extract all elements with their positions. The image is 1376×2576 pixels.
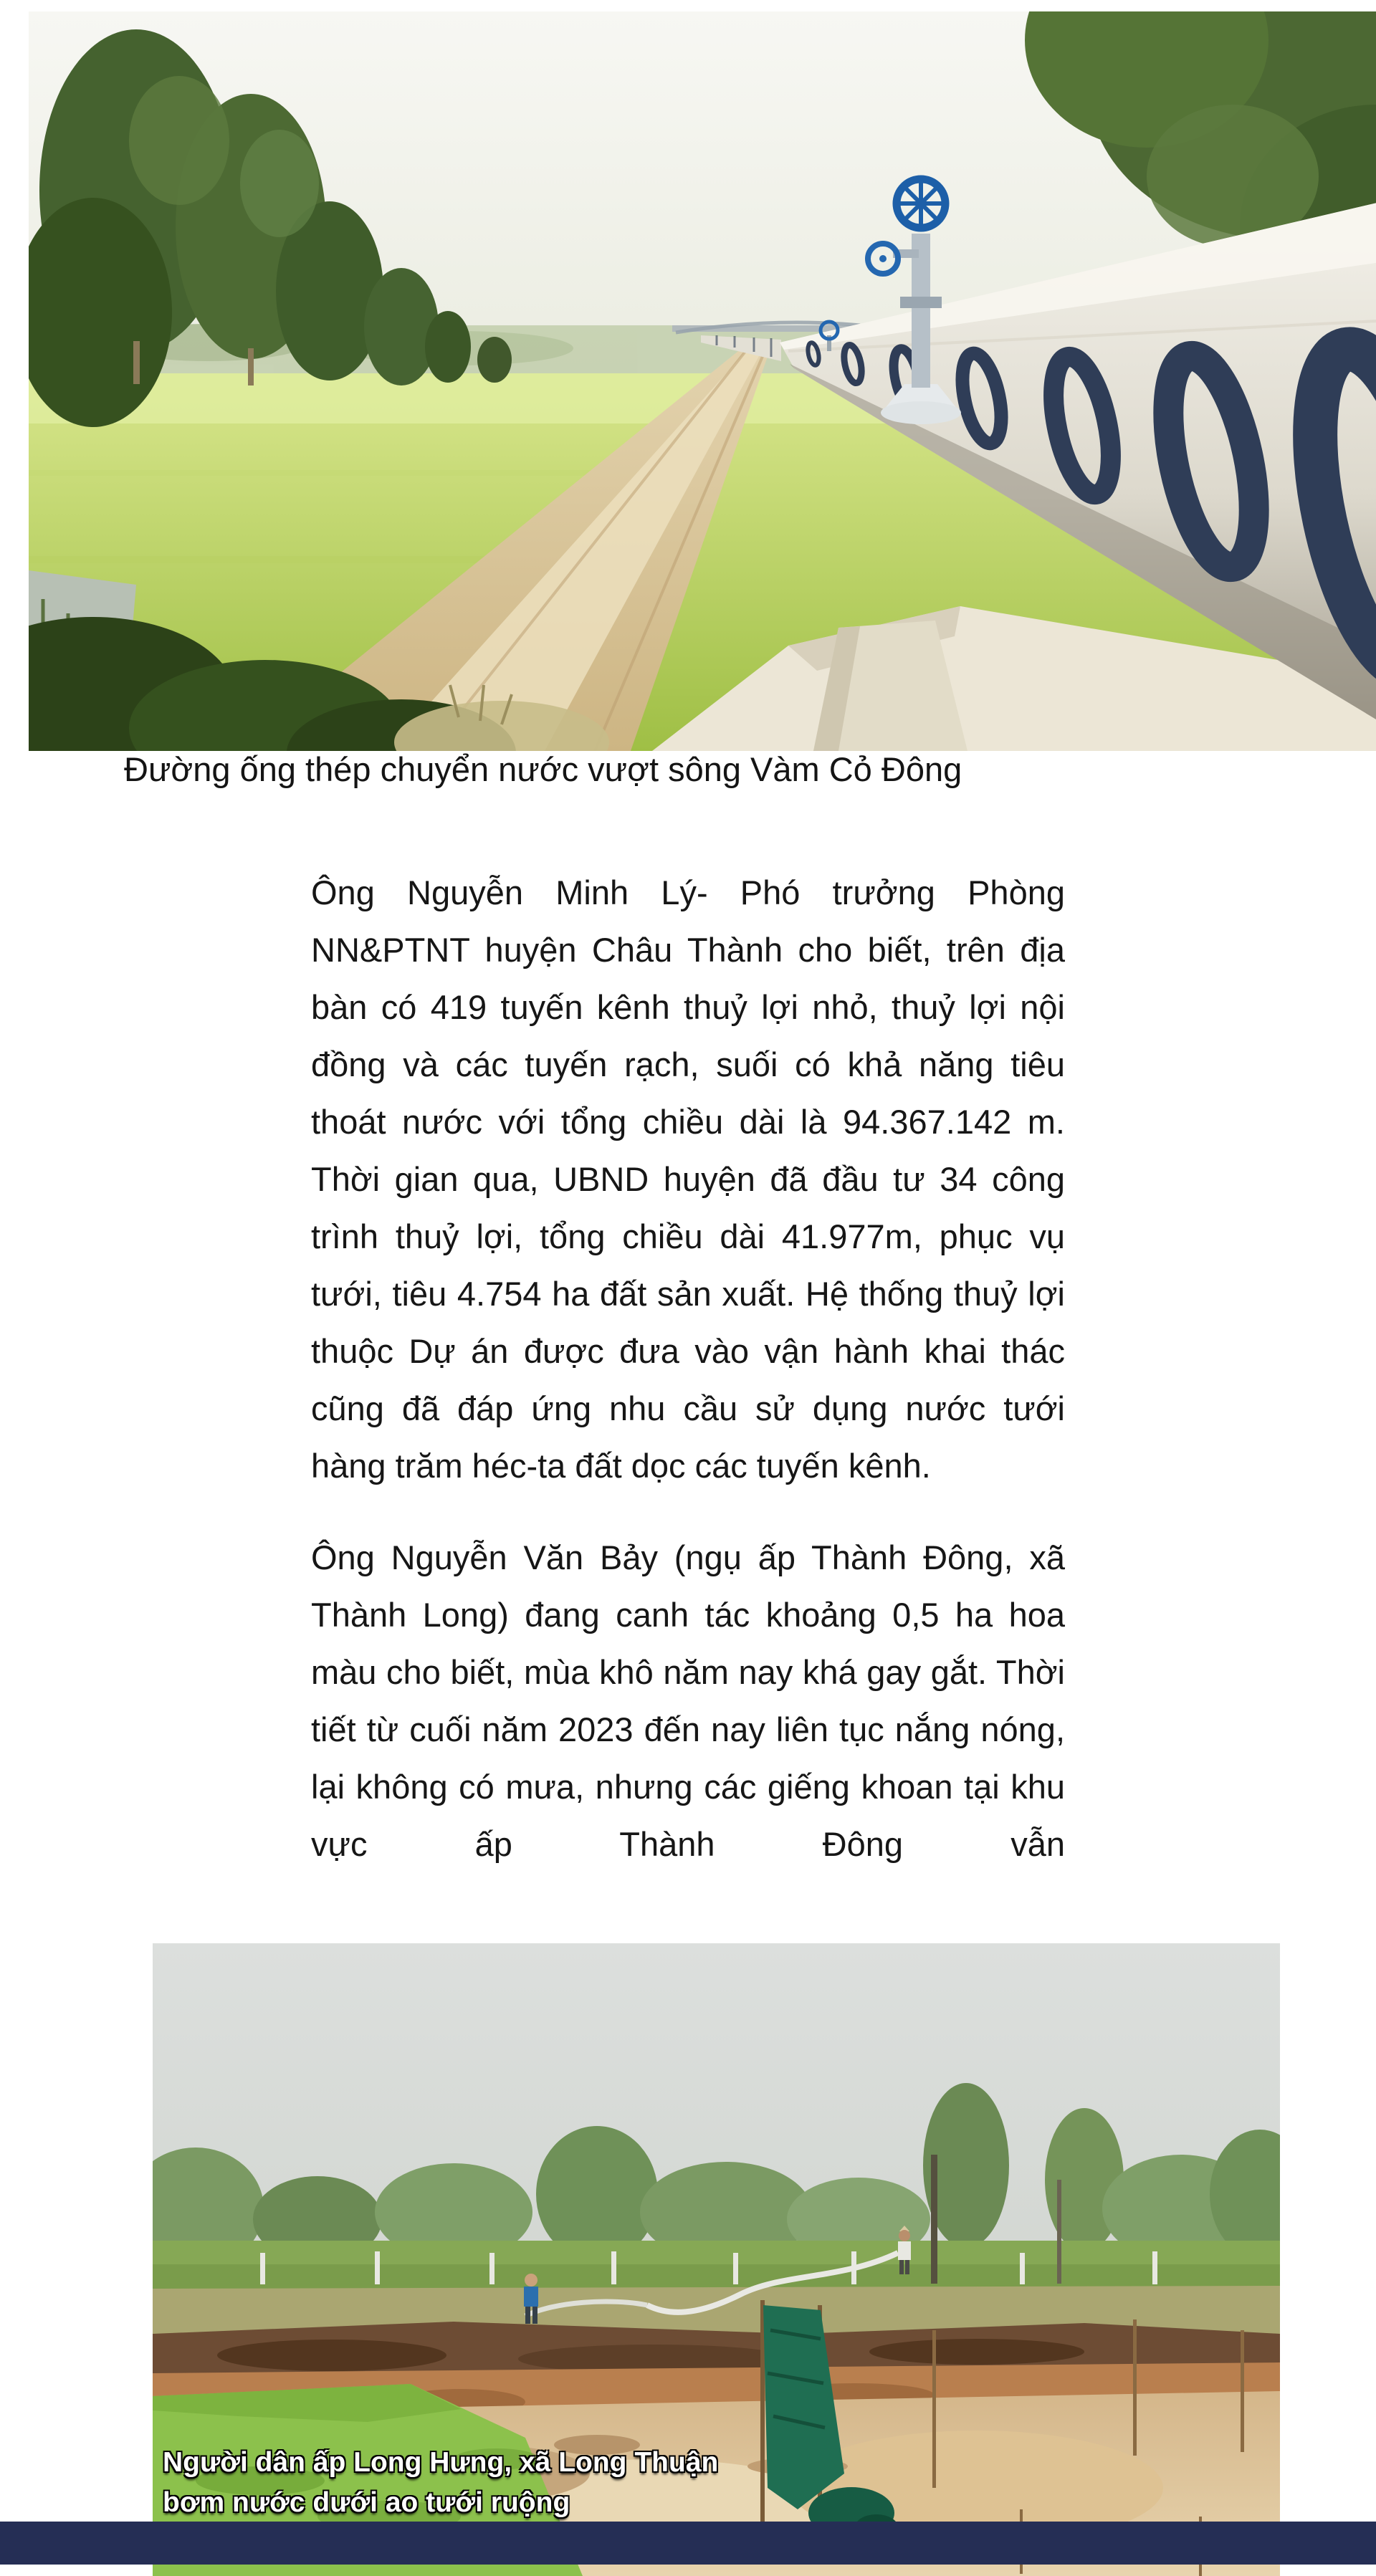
main-photo-caption: Đường ống thép chuyển nước vượt sông Vàm Cỏ Đông <box>124 750 962 788</box>
top-photo-pipeline <box>29 11 1376 751</box>
bottom-photo-caption-line1: Người dân ấp Long Hưng, xã Long Thuận <box>163 2447 719 2478</box>
article-paragraph-1: Ông Nguyễn Minh Lý- Phó trưởng Phòng NN&PTNT huyện Châu Thành cho biết, trên địa bàn có 419 tuyến kênh thuỷ lợi nhỏ, thuỷ lợi nội đồng và các tuyến rạch, suối có khả năng tiêu thoát nước với tổng chiều dài là 94.367.142 m. Thời gian qua, UBND huyện đã đầu tư 34 công trình thuỷ lợi, tổng chiều dài 41.977m, phục vụ tưới, tiêu 4.754 ha đất sản xuất. Hệ thống thuỷ lợi thuộc Dự án được đưa vào vận hành khai thác cũng đã đáp ứng nhu cầu sử dụng nước tưới hàng trăm héc-ta đất dọc các tuyến kênh. <box>311 873 1065 1485</box>
valve-wheel-icon <box>897 179 945 228</box>
article-body <box>311 864 1065 1873</box>
footer-bar <box>0 2522 1376 2565</box>
bottom-photo-pond <box>153 1943 1280 2576</box>
power-pole <box>931 2155 937 2284</box>
bottom-photo-caption-line2: bơm nước dưới ao tưới ruộng <box>163 2487 570 2518</box>
pipeline-illustration <box>29 11 1376 751</box>
article-paragraph-2: Ông Nguyễn Văn Bảy (ngụ ấp Thành Đông, xã Thành Long) đang canh tác khoảng 0,5 ha hoa màu cho biết, mùa khô năm nay khá gay gắt. Thời tiết từ cuối năm 2023 đến nay liên tục nắng nóng, lại không có mưa, nhưng các giếng khoan tại khu vực ấp Thành Đông vẫn <box>311 1538 1065 1863</box>
bottom-photo-caption <box>163 2443 718 2523</box>
